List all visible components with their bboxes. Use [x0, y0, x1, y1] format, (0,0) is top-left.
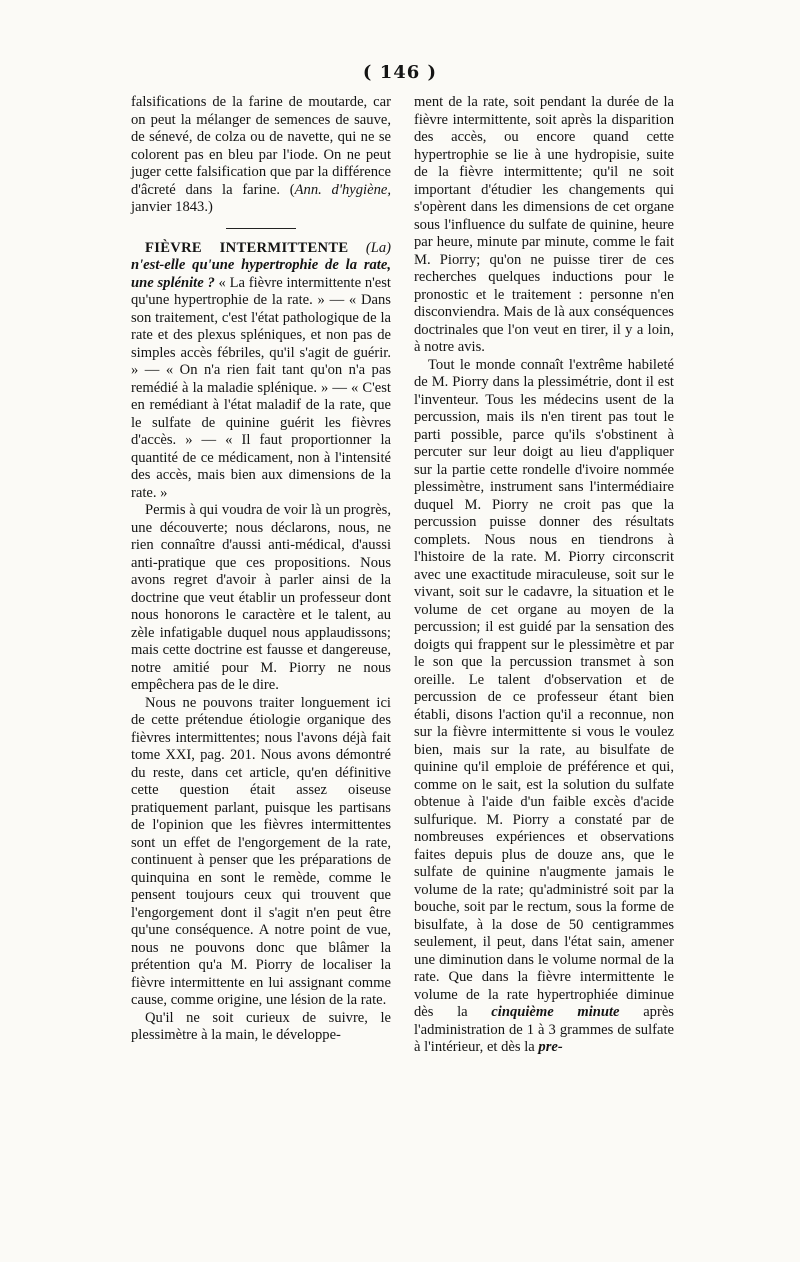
- paragraph-progress: Permis à qui voudra de voir là un progrès, une découverte; nous déclarons, nous, ne rien connaître d'aussi anti-médical, d'aussi anti-pratique que ces propositions. Nous avons regret d'avoir à parler ainsi de la doctrine que veut établir un professeur dont nous honorons le caractère et le talent, au zèle infatigable duquel nous applaudissons; mais cette doctrine est fausse et dangereuse, notre amitié pour M. Piorry ne nous empêchera pas de le dire.: [131, 502, 391, 693]
- section-divider: [226, 228, 296, 229]
- left-column: [131, 94, 391, 1045]
- article-title-article: (La): [348, 239, 391, 256]
- paragraph-text: « La fièvre intermittente n'est qu'une hypertrophie de la rate. » — « Dans son traitement, c'est l'état pathologique de la rate et des plexus spléniques, et non pas de simples accès fébriles, qu'il s'agit de guérir. » — « On n'a rien fait tant qu'on n'a pas remédié à la maladie splénique. » — « C'est en remédiant à l'état maladif de la rate, que le sulfate de quinine guérit les fièvres d'accès. » — « Il faut proportionner la quantité de ce médicament, non à l'intensité des accès, mais bien aux dimensions de la rate. »: [131, 274, 391, 501]
- paragraph-text: Tout le monde connaît l'extrême habileté de M. Piorry dans la plessimétrie, dont il est l'inventeur. Tous les médecins usent de la percussion, mais ils n'en tirent pas tout le parti possible, parce qu'ils s'obstinent à percuter sur leur doigt au lieu d'appliquer sur la partie cette rondelle d'ivoire nommée plessimètre, instrument sans l'intermédiaire duquel M. Piorry ne croit pas que la percussion puisse donner des résultats complets. Nous nous en tiendrons à l'histoire de la rate. M. Piorry circonscrit avec une exactitude miraculeuse, soit sur le vivant, soit sur le cadavre, la situation et le volume de cet organe au moyen de la percussion; il est guidé par la sensation des doigts qui frappent sur le plessimètre et par le son que la percussion transmet à son oreille. Le talent d'observation et de percussion de ce professeur étant bien établi, disons l'action qu'il a reconnue, non sur la fièvre intermittente si vous le voulez bien, mais sur la rate, au bisulfate de quinine qu'il emploie de préférence et qui, comme on le sait, est la solution du sulfate obtenue à l'aide d'un faible excès d'acide sulfurique. M. Piorry a constaté par de nombreuses expériences et observations faites depuis plus de douze ans, que le sulfate de quinine n'augmente jamais le volume de la rate; qu'administré soit par la bouche, soit par le rectum, sous la forme de bisulfate, à la dose de 50 centigrammes seulement, il peut, dans l'état sain, amener une diminution dans le volume normal de la rate. Que dans la fièvre intermittente le volume de la rate hypertrophiée diminue dès la: [414, 356, 674, 1020]
- paragraph-spleen-development: ment de la rate, soit pendant la durée de la fièvre intermittente, soit après la disparition des accès, ou encore quand cette hypertrophie se lie à une hydropisie, suite de la fièvre intermittente; qu'il ne soit important d'étudier les changements qui s'opèrent dans les dimensions de cet organe sous l'influence du sulfate de quinine, heure par heure, minute par minute, comme le fait M. Piorry; qu'on ne puisse tirer de ces recherches quelques inductions pour le pronostic et le traitement : personne n'en disconviendra. Mais de là aux conséquences doctrinales que l'on veut en tirer, il y a loin, à notre avis.: [414, 94, 674, 355]
- right-column: [414, 94, 674, 1057]
- hyphenated-word-end: pre-: [538, 1039, 563, 1055]
- paragraph-text: après l'administration de 1 à 3 grammes de sulfate à l'intérieur, et dès la: [414, 1004, 674, 1055]
- article-intermittent-fever: [131, 240, 391, 503]
- article-title: FIÈVRE INTERMITTENTE: [145, 239, 349, 256]
- paragraph-text: falsifications de la farine de moutarde, car on peut la mélanger de semences de sauve, de sénevé, de colza ou de navette, qui ne se colorent pas en bleu par l'iode. On ne peut juger cette falsification que par la différence d'âcreté dans la farine. (: [131, 94, 391, 198]
- paragraph-percussion: [414, 357, 674, 1057]
- article-question: n'est-elle qu'une hypertrophie de la rate, une splénite ?: [131, 257, 391, 291]
- paragraph-etiology: Nous ne pouvons traiter longuement ici de cette prétendue étiologie organique des fièvres intermittentes; nous l'avons déjà fait tome XXI, pag. 201. Nous avons démontré du reste, dans cet article, qu'en définitive cette question était assez oiseuse pratiquement parlant, puisque les partisans de l'opinion que les fièvres intermittentes sont un effet de l'engorgement de la rate, continuent à penser que les préparations de quinquina en sont le remède, comme le pensent toujours ceux qui trouvent que l'engorgement dont il s'agit n'en peut être qu'une conséquence. A notre point de vue, nous ne pouvons donc que blâmer la prétention qu'a M. Piorry de localiser la fièvre intermittente en lui assignant comme cause, comme origine, une lésion de la rate.: [131, 694, 391, 1008]
- source-citation: Ann. d'hygiène,: [294, 181, 391, 198]
- page-number: ( 146 ): [362, 62, 438, 83]
- emphasis-fifth-minute: cinquième minute: [491, 1004, 620, 1020]
- paragraph-plessimeter: Qu'il ne soit curieux de suivre, le plessimètre à la main, le développe-: [131, 1009, 391, 1043]
- citation-date: janvier 1843.): [131, 199, 213, 215]
- paragraph-mustard-falsification: [131, 94, 391, 217]
